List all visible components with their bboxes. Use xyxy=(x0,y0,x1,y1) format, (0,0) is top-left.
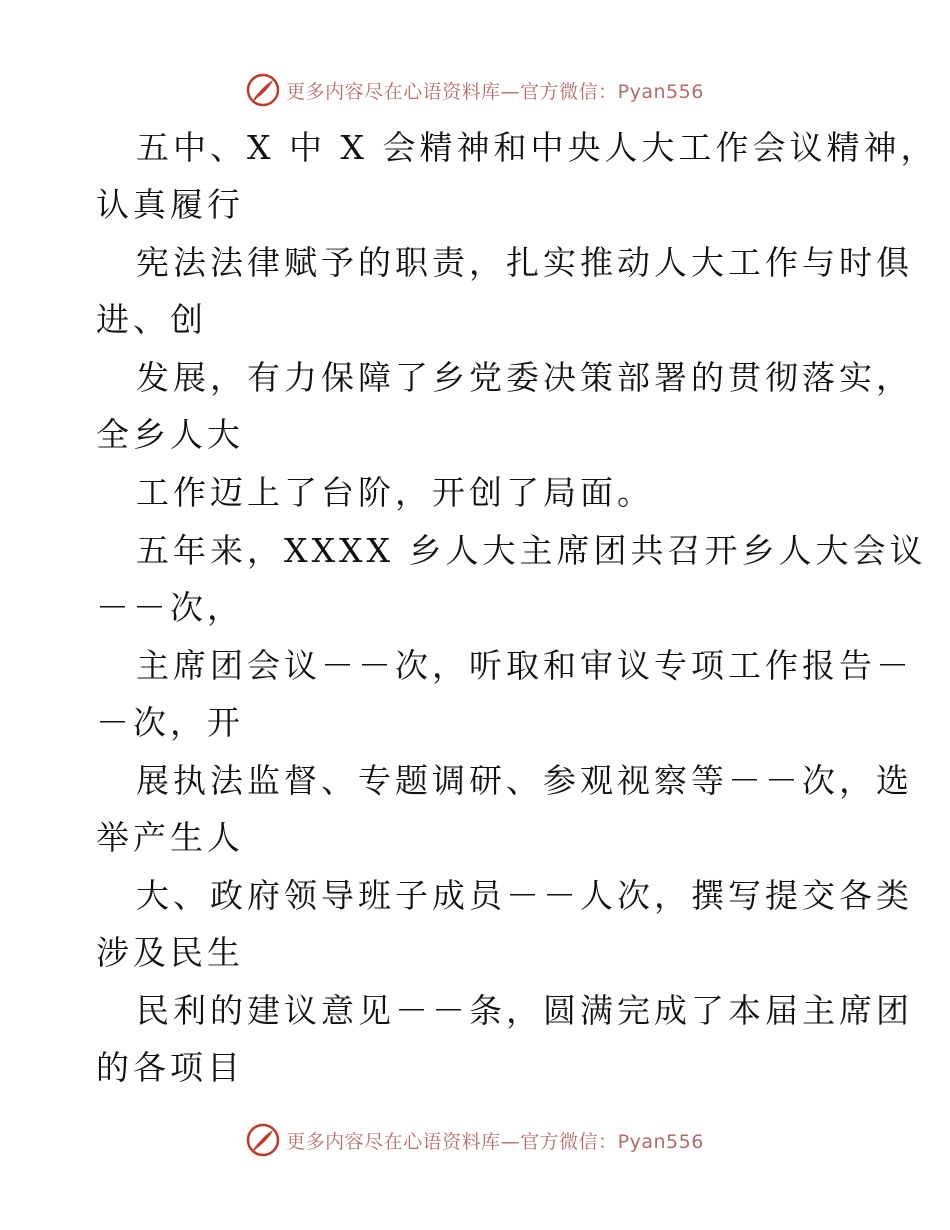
watermark-text: 更多内容尽在心语资料库—官方微信：Pyan556 xyxy=(286,80,704,103)
header-watermark xyxy=(0,70,950,110)
text-line: 进、创 xyxy=(96,300,207,339)
text-line: 举产生人 xyxy=(96,818,244,857)
text-line: 认真履行 xyxy=(96,185,244,224)
text-line: 宪法法律赋予的职责，扎实推动人大工作与时俱 xyxy=(136,243,913,282)
text-line: 涉及民生 xyxy=(96,933,244,972)
text-line: －次，开 xyxy=(96,703,244,742)
watermark-text: 更多内容尽在心语资料库—官方微信：Pyan556 xyxy=(286,1130,704,1153)
text-line: －－次， xyxy=(96,588,244,627)
text-line: 主席团会议－－次，听取和审议专项工作报告－ xyxy=(136,646,913,685)
text-line: 的各项目 xyxy=(96,1048,244,1087)
footer-watermark xyxy=(0,1120,950,1160)
text-line: 工作迈上了台阶，开创了局面。 xyxy=(136,473,654,512)
text-line: 展执法监督、专题调研、参观视察等－－次，选 xyxy=(136,761,913,800)
text-line: 全乡人大 xyxy=(96,415,244,454)
text-line: 五中、X 中 X 会精神和中央人大工作会议精神， xyxy=(136,128,938,167)
text-line: 发展，有力保障了乡党委决策部署的贯彻落实， xyxy=(136,358,913,397)
quill-logo-icon xyxy=(246,1123,280,1157)
text-line: 大、政府领导班子成员－－人次，撰写提交各类 xyxy=(136,876,913,915)
text-line: 民利的建议意见－－条，圆满完成了本届主席团 xyxy=(136,991,913,1030)
quill-logo-icon xyxy=(246,73,280,107)
text-line: 五年来，XXXX 乡人大主席团共召开乡人大会议 xyxy=(136,531,927,570)
